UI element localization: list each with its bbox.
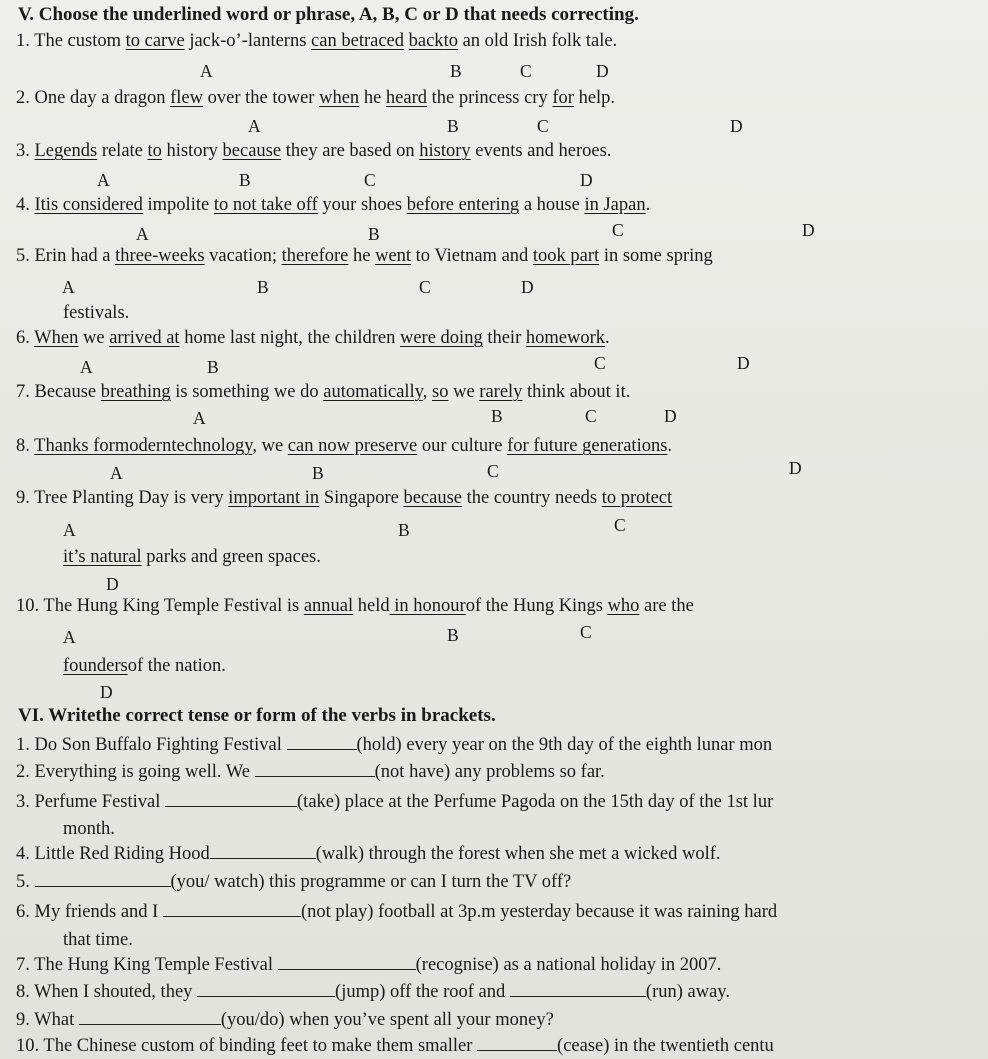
label-a: A [63, 627, 76, 647]
question-number: 7. [16, 382, 30, 402]
answer-blank[interactable] [477, 1034, 557, 1051]
question-2-sentence: 2. One day a dragon flew over the tower when he heard the princess cry for help. [16, 88, 616, 108]
option-b-text: can be [311, 31, 359, 51]
answer-blank[interactable] [35, 870, 171, 887]
label-b: B [450, 61, 462, 81]
label-c: C [612, 220, 624, 240]
question-5-continuation: festivals. [63, 303, 130, 323]
question-10-sentence: 10. The Hung King Temple Festival is annual held in honourof the Hung Kings who are the [16, 596, 694, 616]
option-a-text: to carve [125, 31, 185, 51]
section-6-heading: VI. Writethe correct tense or form of the verbs in brackets. [18, 705, 496, 726]
question-8-sentence: 8. Thanks formoderntechnology, we can now preserve our culture for future generations. [16, 436, 673, 456]
label-d: D [100, 682, 113, 702]
label-b: B [207, 357, 219, 377]
verb-question-7: 7. The Hung King Temple Festival (recognise) as a national holiday in 2007. [16, 955, 722, 975]
label-d: D [580, 170, 593, 190]
label-a: A [110, 463, 123, 483]
verb-question-9: 9. What (you/do) when you’ve spent all your money? [16, 1010, 554, 1030]
label-b: B [491, 406, 503, 426]
question-9-sentence: 9. Tree Planting Day is very important in Singapore because the country needs to protect [16, 488, 673, 508]
verb-question-5: 5. (you/ watch) this programme or can I turn the TV off? [16, 872, 572, 892]
label-a: A [193, 408, 206, 428]
question-number: 4. [16, 195, 30, 215]
label-c: C [594, 353, 606, 373]
verb-question-3-continuation: month. [63, 819, 115, 839]
verb-question-8: 8. When I shouted, they (jump) off the roof and (run) away. [16, 982, 730, 1002]
question-5-sentence: 5. Erin had a three-weeks vacation; therefore he went to Vietnam and took part in some spring [16, 246, 713, 266]
label-a: A [136, 224, 149, 244]
label-c: C [487, 461, 499, 481]
verb-question-1: 1. Do Son Buffalo Fighting Festival (hold) every year on the 9th day of the eighth lunar mon [16, 735, 773, 755]
question-number: 3. [16, 141, 30, 161]
label-d: D [789, 458, 802, 478]
label-c: C [520, 61, 532, 81]
question-7-sentence: 7. Because breathing is something we do automatically, so we rarely think about it. [16, 382, 631, 402]
label-a: A [80, 357, 93, 377]
answer-blank[interactable] [278, 953, 416, 970]
question-number: 6. [16, 328, 30, 348]
label-d: D [730, 116, 743, 136]
label-c: C [419, 277, 431, 297]
answer-blank[interactable] [255, 760, 375, 777]
option-c-text: traced [358, 31, 404, 51]
question-6-sentence: 6. When we arrived at home last night, the children were doing their homework. [16, 328, 610, 348]
label-c: C [585, 406, 597, 426]
question-number: 8. [16, 436, 30, 456]
label-d: D [737, 353, 750, 373]
label-d: D [596, 61, 609, 81]
question-1-sentence: 1. The custom to carve jack-o’-lanterns can betraced backto an old Irish folk tale. [16, 31, 618, 51]
option-d-text: back [408, 31, 444, 51]
question-number: 1. [16, 31, 30, 51]
label-d: D [106, 574, 119, 594]
label-d: D [802, 220, 815, 240]
answer-blank[interactable] [165, 790, 297, 807]
label-d: D [521, 277, 534, 297]
verb-question-4: 4. Little Red Riding Hood (walk) through the forest when she met a wicked wolf. [16, 844, 721, 864]
label-c: C [614, 515, 626, 535]
label-b: B [447, 625, 459, 645]
answer-blank[interactable] [79, 1008, 221, 1025]
verb-question-2: 2. Everything is going well. We (not have) any problems so far. [16, 762, 605, 782]
question-3-sentence: 3. Legends relate to history because they are based on history events and heroes. [16, 141, 612, 161]
question-number: 2. [16, 88, 30, 108]
question-10-continuation: foundersof the nation. [63, 656, 226, 676]
label-b: B [447, 116, 459, 136]
question-number: 5. [16, 246, 30, 266]
label-d: D [664, 406, 677, 426]
label-c: C [537, 116, 549, 136]
verb-question-3: 3. Perfume Festival (take) place at the Perfume Pagoda on the 15th day of the 1st lur [16, 792, 774, 812]
label-a: A [63, 520, 76, 540]
answer-blank[interactable] [210, 842, 316, 859]
label-a: A [97, 170, 110, 190]
label-b: B [312, 463, 324, 483]
section-5-heading: V. Choose the underlined word or phrase, A, B, C or D that needs correcting. [18, 4, 639, 25]
label-b: B [257, 277, 269, 297]
question-4-sentence: 4. Itis considered impolite to not take off your shoes before entering a house in Japan. [16, 195, 651, 215]
label-b: B [398, 520, 410, 540]
answer-blank[interactable] [163, 900, 301, 917]
question-9-continuation: it’s natural parks and green spaces. [63, 547, 321, 567]
answer-blank[interactable] [197, 980, 335, 997]
label-c: C [364, 170, 376, 190]
label-b: B [368, 224, 380, 244]
question-number: 10. [16, 596, 40, 616]
label-c: C [580, 622, 592, 642]
verb-question-10: 10. The Chinese custom of binding feet to make them smaller (cease) in the twentieth centu [16, 1036, 774, 1056]
label-a: A [200, 61, 213, 81]
answer-blank[interactable] [287, 733, 357, 750]
label-b: B [239, 170, 251, 190]
verb-question-6-continuation: that time. [63, 930, 133, 950]
answer-blank[interactable] [510, 980, 646, 997]
label-a: A [248, 116, 261, 136]
label-a: A [62, 277, 75, 297]
question-number: 9. [16, 488, 30, 508]
verb-question-6: 6. My friends and I (not play) football at 3p.m yesterday because it was raining hard [16, 902, 778, 922]
